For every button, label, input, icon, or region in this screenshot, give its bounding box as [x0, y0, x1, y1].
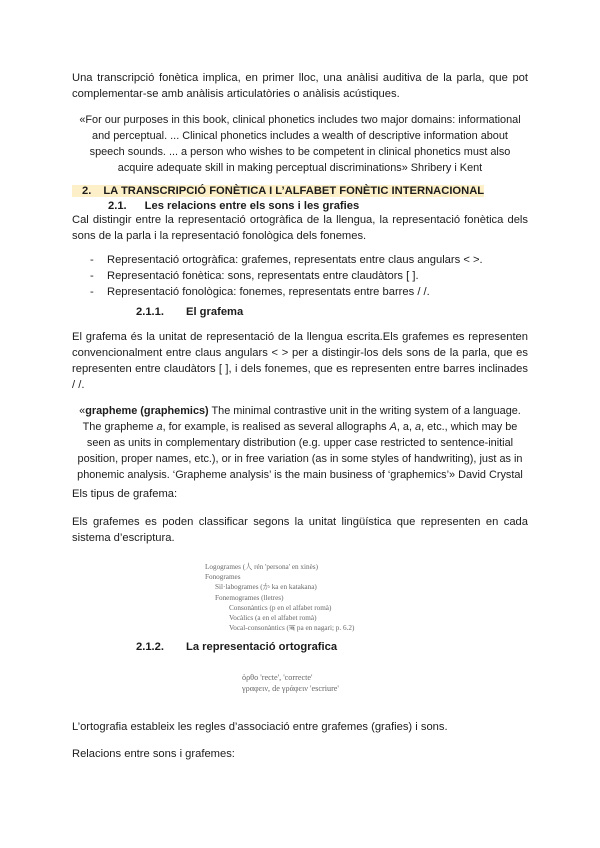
heading-number: 2.1. [108, 200, 127, 212]
heading-number: 2. [72, 185, 91, 197]
heading-title: La representació ortografica [186, 641, 338, 653]
figure-line: Consonàntics (p en el alfabet romà) [229, 603, 332, 612]
quote-line: «grapheme (graphemics) The minimal contrastive unit in the writing system of a language. [79, 405, 521, 417]
ortografia-paragraph: L’ortografia estableix les regles d’associació entre grafemes (grafies) i sons. [72, 721, 448, 733]
heading-title: LA TRANSCRIPCIÓ FONÈTICA I L’ALFABET FONÈTIC INTERNACIONAL [91, 185, 484, 197]
figure-line: ὀρθο 'recte', 'correcte' [242, 673, 313, 682]
figure-line: γραφειν, de γράφειν 'escriure' [242, 684, 339, 693]
figure-line: Fonemogrames (lletres) [215, 593, 284, 602]
distinguish-paragraph: Cal distingir entre la representació ortogràfica de la llengua, la representació fonètica dels sons de la parla i la representació fonològica dels fonemes. [72, 214, 528, 242]
intro-paragraph: Una transcripció fonètica implica, en primer lloc, una anàlisi auditiva de la parla, que pot complementar-se amb anàlisis articulatòries o anàlisis acústiques. [72, 72, 528, 100]
list-item: - Representació ortogràfica: grafemes, representats entre claus angulars < >. [90, 254, 483, 266]
quote-line: speech sounds. ... a person who wishes to be competent in clinical phonetics must also [89, 146, 511, 158]
relacions-heading: Relacions entre sons i grafemes: [72, 748, 235, 760]
figure-line: Logogrames (人 rén 'persona' en xinès) [205, 563, 318, 571]
quote-line: phonemic analysis. ‘Grapheme analysis’ is the main business of ‘graphemics’» David Crystal [77, 469, 523, 481]
quote-line: seen as units in complementary distribution (e.g. upper case restricted to sentence-initial [86, 437, 514, 449]
list-item: - Representació fonètica: sons, representats entre claudàtors [ ]. [90, 270, 419, 282]
section-heading-2-1-2 [136, 639, 528, 655]
quote-line: position, proper names, etc.), or in free variation (as in some styles of handwriting), just as in [77, 453, 523, 465]
quote-line: acquire adequate skill in making perceptual discriminations» Shribery i Kent [117, 162, 483, 174]
heading-number: 2.1.1. [136, 306, 164, 318]
quote-crystal [64, 403, 536, 483]
orthography-etymology-figure [242, 672, 339, 694]
figure-line: Sil·labogrames (か ka en katakana) [215, 583, 317, 592]
section-heading-2 [72, 183, 528, 199]
quote-line: The grapheme a, for example, is realised as several allographs A, a, a, etc., which may be [82, 421, 518, 433]
quote-line: «For our purposes in this book, clinical phonetics includes two major domains: informational [79, 114, 521, 126]
classificar-paragraph: Els grafemes es poden classificar segons la unitat lingüística que representen en cada sistema d’escriptura. [72, 516, 528, 544]
quote-shriberg-kent [66, 112, 534, 176]
term: grapheme (graphemics) [85, 405, 209, 417]
grapheme-classification-figure [205, 562, 354, 633]
section-heading-2-1-1 [136, 304, 528, 320]
grafema-paragraph: El grafema és la unitat de representació de la llengua escrita.Els grafemes es representen convencionalment entre claus angulars < > per a distingir-los dels sons de la parla, que es representen entre claudàtors [ ], i dels fonemes, que es representen entre barres inclinades / /. [72, 331, 528, 391]
representations-list [90, 252, 528, 300]
list-item: - Representació fonològica: fonemes, representats entre barres / /. [90, 286, 430, 298]
heading-title: El grafema [186, 306, 244, 318]
figure-line: Vocal-consonàntics (ऋ pa en nagari; p. 6.2) [229, 624, 355, 633]
figure-line: Vocàlics (a en el alfabet romà) [229, 613, 317, 622]
tipus-heading: Els tipus de grafema: [72, 488, 178, 500]
figure-line: Fonogrames [205, 573, 241, 582]
heading-title: Les relacions entre els sons i les grafies [144, 200, 360, 212]
heading-number: 2.1.2. [136, 641, 164, 653]
quote-line: and perceptual. ... Clinical phonetics includes a wealth of descriptive information about [92, 130, 508, 142]
